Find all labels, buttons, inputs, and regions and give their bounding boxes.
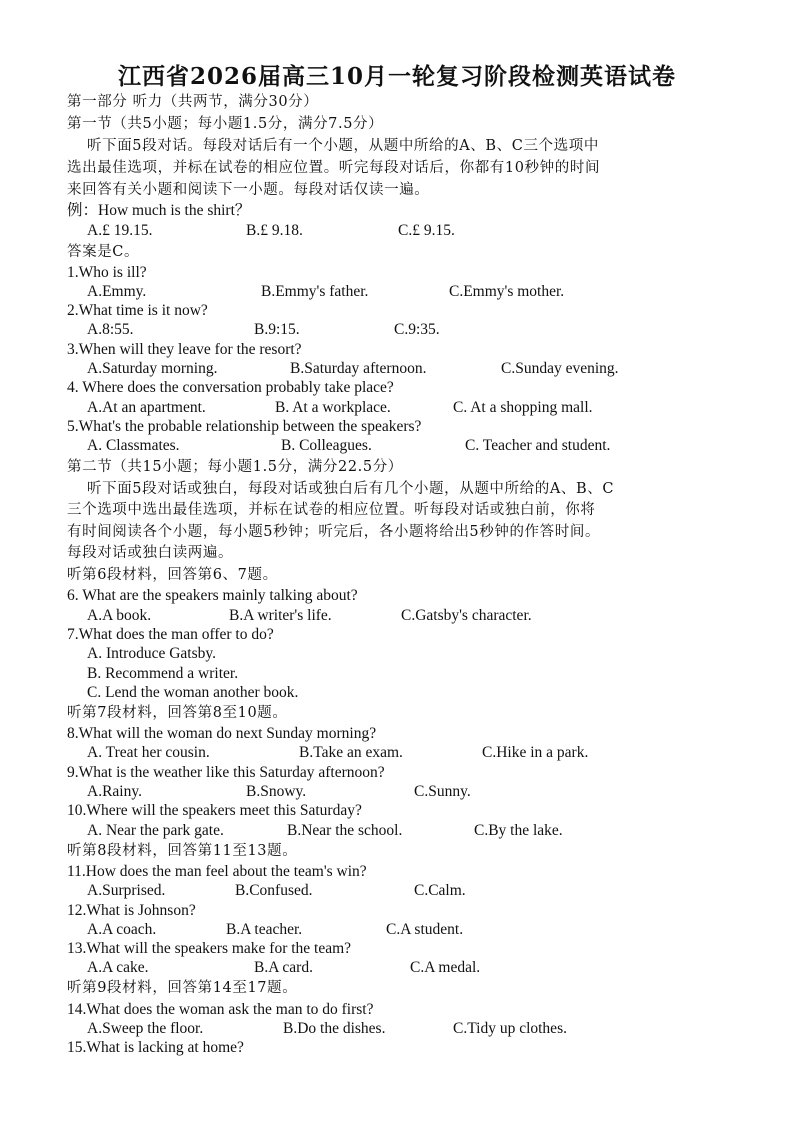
option-c: C.Tidy up clothes. [453, 1020, 567, 1037]
question-stem: 4. Where does the conversation probably take place? [67, 379, 394, 396]
option-c: C.A medal. [410, 959, 481, 976]
section2-instruction-line: 每段对话或独白读两遍。 [67, 545, 234, 561]
section1-instruction-line: 听下面5段对话。每段对话后有一个小题，从题中所给的A、B、C三个选项中 [87, 138, 599, 154]
option-b: B.A writer's life. [229, 607, 332, 624]
option-a: A.Surprised. [87, 882, 166, 899]
option-a: A.At an apartment. [87, 399, 206, 416]
question-stem: 14.What does the woman ask the man to do first? [67, 1001, 374, 1018]
option-c: C.Gatsby's character. [401, 607, 532, 624]
question-stem: 1.Who is ill? [67, 264, 147, 281]
question-stem: 11.How does the man feel about the team's win? [67, 863, 367, 880]
option-c: C.Hike in a park. [482, 744, 589, 761]
example-answer: 答案是C。 [67, 244, 140, 260]
option-a: A. Classmates. [87, 437, 180, 454]
option-a: A. Introduce Gatsby. [87, 645, 216, 662]
option-b: B.Saturday afternoon. [290, 360, 427, 377]
example-question: 例：How much is the shirt？ [67, 202, 251, 219]
question-stem: 8.What will the woman do next Sunday morning? [67, 725, 377, 742]
option-a: A.A cake. [87, 959, 149, 976]
part1-heading: 第一部分 听力（共两节，满分30分） [67, 94, 319, 110]
question-stem: 15.What is lacking at home? [67, 1039, 244, 1056]
section2-instruction-line: 有时间阅读各个小题，每小题5秒钟；听完后，各小题将给出5秒钟的作答时间。 [67, 524, 601, 540]
option-a: A. Near the park gate. [87, 822, 224, 839]
material-heading: 听第7段材料，回答第8至10题。 [67, 705, 288, 721]
option-b: B.Do the dishes. [283, 1020, 386, 1037]
section1-instruction-line: 选出最佳选项，并标在试卷的相应位置。听完每段对话后，你都有10秒钟的时间 [67, 160, 601, 176]
option-b: B.9:15. [254, 321, 300, 338]
option-b: B. At a workplace. [275, 399, 391, 416]
option-c: C.A student. [386, 921, 464, 938]
option-a: A.A coach. [87, 921, 157, 938]
section2-instruction-line: 听下面5段对话或独白，每段对话或独白后有几个小题，从题中所给的A、B、C [87, 481, 615, 497]
option-c: C.Emmy's mother. [449, 283, 565, 300]
question-stem: 6. What are the speakers mainly talking about? [67, 587, 358, 604]
option-b: B.Confused. [235, 882, 313, 899]
option-a: A. Treat her cousin. [87, 744, 210, 761]
question-stem: 3.When will they leave for the resort? [67, 341, 302, 358]
material-heading: 听第8段材料，回答第11至13题。 [67, 843, 298, 859]
question-stem: 12.What is Johnson? [67, 902, 196, 919]
option-a: A.8:55. [87, 321, 134, 338]
option-c: C.Sunday evening. [501, 360, 619, 377]
question-stem: 2.What time is it now? [67, 302, 208, 319]
option-c: C.Calm. [414, 882, 466, 899]
question-stem: 7.What does the man offer to do? [67, 626, 274, 643]
section2-instruction-line: 三个选项中选出最佳选项，并标在试卷的相应位置。听每段对话或独白前，你将 [67, 502, 596, 518]
question-stem: 10.Where will the speakers meet this Saturday? [67, 802, 362, 819]
option-a: A.A book. [87, 607, 152, 624]
option-b: B. Colleagues. [281, 437, 372, 454]
option-b: B.A card. [254, 959, 313, 976]
option-b: B.Emmy's father. [261, 283, 369, 300]
example-option-a: A.£ 19.15. [87, 222, 153, 239]
option-c: C.9:35. [394, 321, 440, 338]
material-heading: 听第9段材料，回答第14至17题。 [67, 980, 298, 996]
example-option-b: B.£ 9.18. [246, 222, 303, 239]
option-a: A.Saturday morning. [87, 360, 218, 377]
section2-heading: 第二节（共15小题；每小题1.5分，满分22.5分） [67, 459, 403, 475]
exam-title: 江西省2026届高三10月一轮复习阶段检测英语试卷 [117, 63, 677, 90]
section1-heading: 第一节（共5小题；每小题1.5分，满分7.5分） [67, 116, 384, 132]
option-a: A.Rainy. [87, 783, 142, 800]
option-c: C. Teacher and student. [465, 437, 611, 454]
question-stem: 13.What will the speakers make for the team? [67, 940, 352, 957]
section1-instruction-line: 来回答有关小题和阅读下一小题。每段对话仅读一遍。 [67, 182, 430, 198]
question-stem: 9.What is the weather like this Saturday afternoon? [67, 764, 385, 781]
option-c: C.Sunny. [414, 783, 471, 800]
option-b: B.A teacher. [226, 921, 303, 938]
material-heading: 听第6段材料，回答第6、7题。 [67, 567, 278, 583]
option-b: B.Take an exam. [299, 744, 403, 761]
option-c: C.By the lake. [474, 822, 563, 839]
option-a: A.Emmy. [87, 283, 147, 300]
option-a: A.Sweep the floor. [87, 1020, 204, 1037]
option-c: C. Lend the woman another book. [87, 684, 299, 701]
option-b: B. Recommend a writer. [87, 665, 239, 682]
question-stem: 5.What's the probable relationship between the speakers? [67, 418, 422, 435]
option-b: B.Near the school. [287, 822, 403, 839]
example-option-c: C.£ 9.15. [398, 222, 455, 239]
option-c: C. At a shopping mall. [453, 399, 593, 416]
option-b: B.Snowy. [246, 783, 307, 800]
